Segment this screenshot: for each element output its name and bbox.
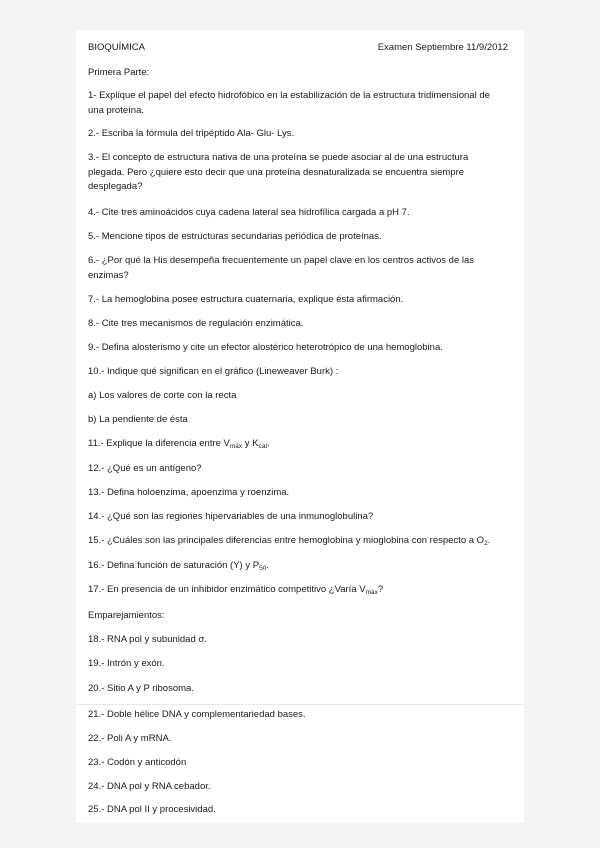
question-2: 2.- Escriba la fórmula del tripéptido Ala- Glu- Lys. bbox=[88, 128, 295, 139]
question-18: 18.- RNA pol y subunidad σ. bbox=[88, 634, 207, 645]
question-6: 6.- ¿Por qué la His desempeña frecuentemente un papel clave en los centros activos de las enzimas? bbox=[88, 255, 475, 281]
question-11: 11.- Explique la diferencia entre $V_{máx}$ y $K_{cat}$. bbox=[88, 438, 270, 450]
question-22: 22.- Poli A y mRNA. bbox=[88, 733, 172, 744]
question-19: 19.- Intrón y exón. bbox=[88, 658, 165, 669]
question-4: 4.- Cite tres aminoácidos cuya cadena lateral sea hidrofílica cargada a pH 7. bbox=[88, 207, 410, 218]
subject-title: BIOQUÍMICA bbox=[88, 42, 146, 53]
question-16: 16.- Defina función de saturación (Y) y $P_{50}$. bbox=[88, 560, 269, 572]
exam-date: Examen Septiembre 11/9/2012 bbox=[377, 42, 508, 53]
question-21: 21.- Doble hélice DNA y complementariedad bases. bbox=[88, 709, 306, 720]
question-25: 25.- DNA pol II y procesividad. bbox=[88, 804, 216, 815]
question-10a: a) Los valores de corte con la recta bbox=[88, 390, 237, 401]
question-20: 20.- Sitio A y P ribosoma. bbox=[88, 683, 194, 694]
question-15: 15.- ¿Cuáles son las principales diferencias entre hemoglobina y mioglobina con respecto a $O_2$. bbox=[88, 535, 491, 547]
question-14: 14.- ¿Qué son las regiones hipervariables de una inmunoglobulina? bbox=[88, 511, 374, 522]
question-23: 23.- Codón y anticodón bbox=[88, 757, 187, 768]
question-17: 17.- En presencia de un inhibidor enzimático competitivo ¿Varía $V_{máx}$? bbox=[88, 584, 384, 596]
question-8: 8.- Cite tres mecanismos de regulación enzimática. bbox=[88, 318, 304, 329]
section-heading-pairings: Emparejamientos: bbox=[88, 610, 165, 621]
question-10: 10.- Indique qué significan en el gráfico (Lineweaver Burk) : bbox=[88, 366, 339, 377]
question-3: 3.- El concepto de estructura nativa de una proteína se puede asociar al de una estructura plegada. Pero ¿quiere esto decir que una proteína desnaturalizada se encuentra siempre desplegada? bbox=[88, 152, 469, 192]
question-13: 13.- Defina holoenzima, apoenzima y roenzima. bbox=[88, 487, 290, 498]
question-24: 24.- DNA pol y RNA cebador. bbox=[88, 781, 211, 792]
question-1: 1- Explique el papel del efecto hidrofóbico en la estabilización de la estructura tridimensional de una proteína. bbox=[88, 90, 490, 116]
question-12: 12.- ¿Qué es un antígeno? bbox=[88, 463, 202, 474]
question-9: 9.- Defina alosterismo y cite un efector alostérico heterotrópico de una hemoglobina. bbox=[88, 342, 443, 353]
section-heading-first-part: Primera Parte: bbox=[88, 67, 150, 78]
question-7: 7.- La hemoglobina posee estructura cuaternaria, explique ésta afirmación. bbox=[88, 294, 404, 305]
question-10b: b) La pendiente de ésta bbox=[88, 414, 188, 425]
question-5: 5.- Mencione tipos de estructuras secundarias periódica de proteínas. bbox=[88, 231, 382, 242]
